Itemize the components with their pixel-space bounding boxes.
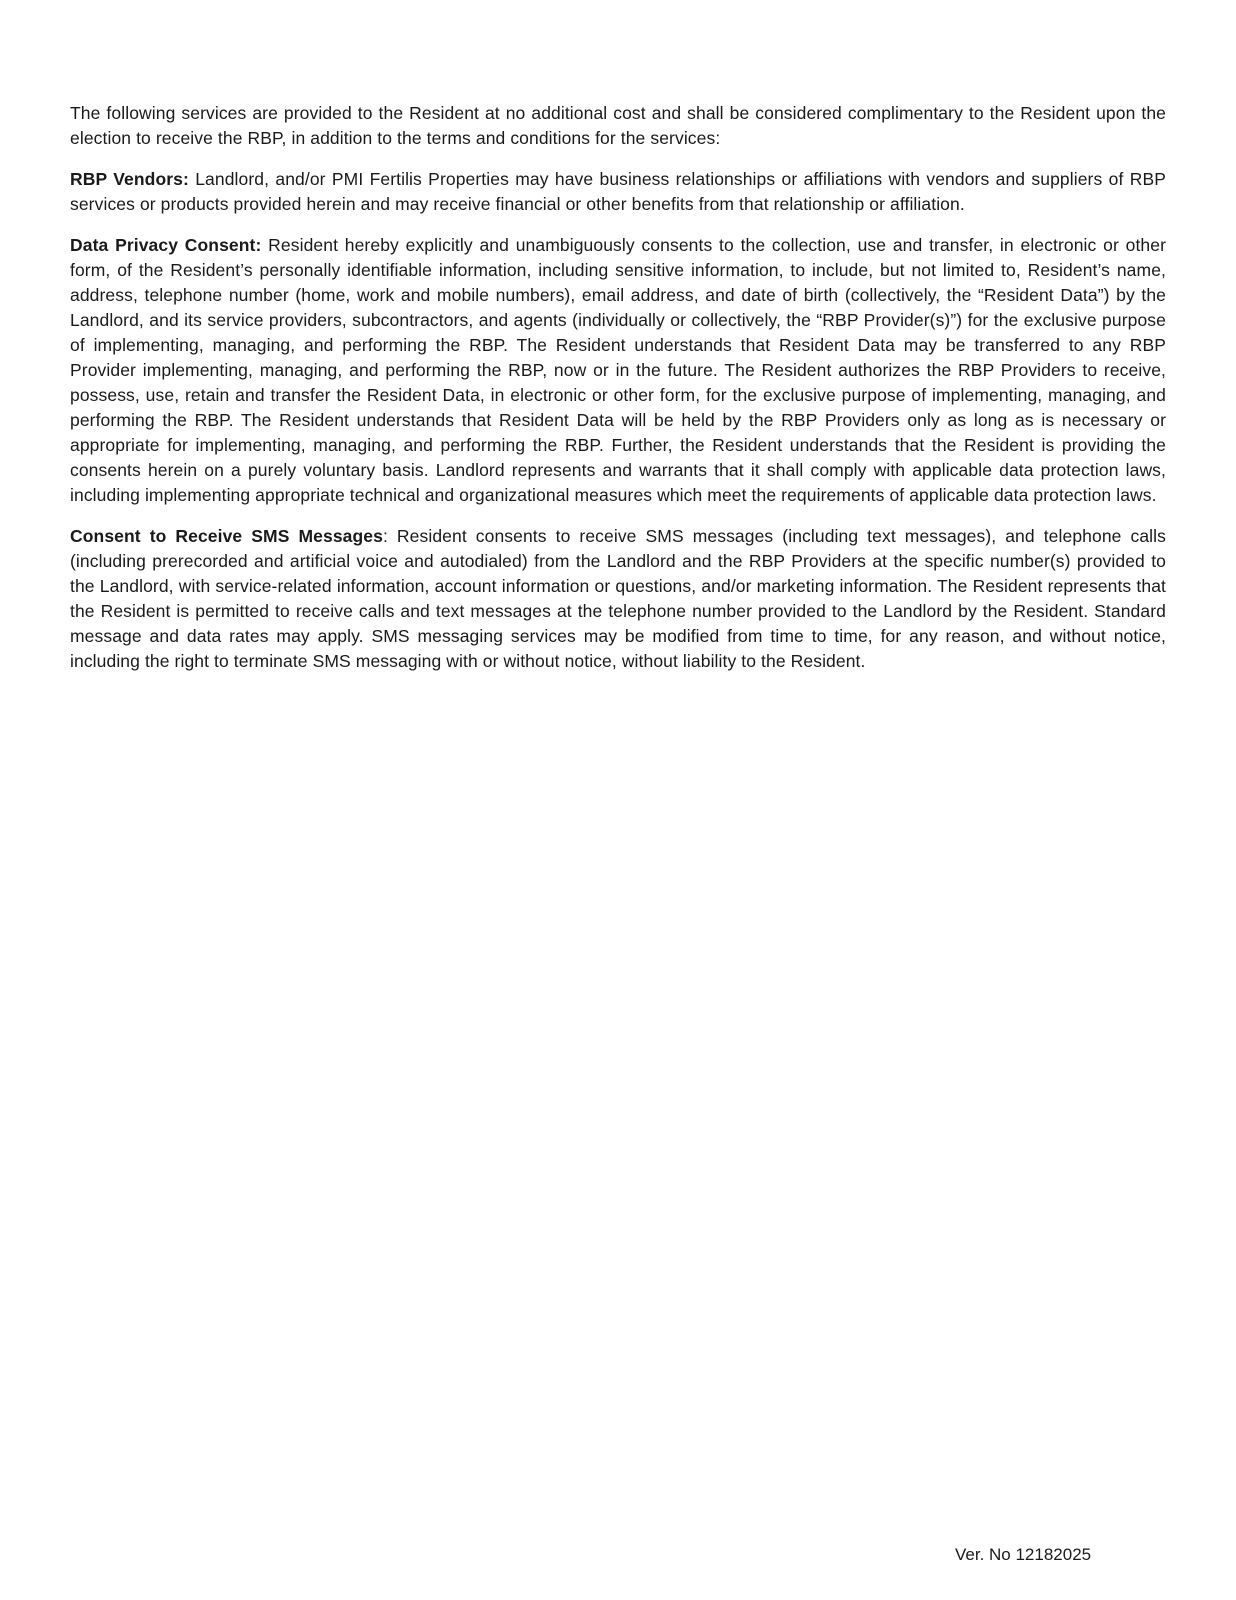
- data-privacy-consent-text: Resident hereby explicitly and unambiguously consents to the collection, use and transfer, in electronic or other form, of the Resident’s personally identifiable information, including sensitive information, to include, but not limited to, Resident’s name, address, telephone number (home, work and mobile numbers), email address, and date of birth (collectively, the “Resident Data”) by the Landlord, and its service providers, subcontractors, and agents (individually or collectively, the “RBP Provider(s)”) for the exclusive purpose of implementing, managing, and performing the RBP. The Resident understands that Resident Data may be transferred to any RBP Provider implementing, managing, and performing the RBP, now or in the future. The Resident authorizes the RBP Providers to receive, possess, use, retain and transfer the Resident Data, in electronic or other form, for the exclusive purpose of implementing, managing, and performing the RBP. The Resident understands that Resident Data will be held by the RBP Providers only as long as is necessary or appropriate for implementing, managing, and performing the RBP. Further, the Resident understands that the Resident is providing the consents herein on a purely voluntary basis. Landlord represents and warrants that it shall comply with applicable data protection laws, including implementing appropriate technical and organizational measures which meet the requirements of applicable data protection laws.: [70, 235, 1167, 505]
- sms-consent-heading: Consent to Receive SMS Messages: [70, 526, 383, 546]
- paragraph-sms-consent: [70, 524, 1166, 674]
- paragraph-rbp-vendors: [70, 167, 1166, 217]
- page-content: [70, 101, 1166, 690]
- paragraph-data-privacy-consent: [70, 233, 1166, 508]
- data-privacy-consent-heading: Data Privacy Consent:: [70, 235, 262, 255]
- rbp-vendors-text: Landlord, and/or PMI Fertilis Properties may have business relationships or affiliations with vendors and suppliers of RBP services or products provided herein and may receive financial or other benefits from that relationship or affiliation.: [70, 169, 1166, 214]
- version-number: Ver. No 12182025: [955, 1545, 1092, 1564]
- intro-paragraph: The following services are provided to the Resident at no additional cost and shall be considered complimentary to the Resident upon the election to receive the RBP, in addition to the terms and conditions for the services:: [70, 103, 1166, 148]
- sms-consent-text: : Resident consents to receive SMS messages (including text messages), and telephone calls (including prerecorded and artificial voice and autodialed) from the Landlord and the RBP Providers at the specific number(s) provided to the Landlord, with service-related information, account information or questions, and/or marketing information. The Resident represents that the Resident is permitted to receive calls and text messages at the telephone number provided to the Landlord by the Resident. Standard message and data rates may apply. SMS messaging services may be modified from time to time, for any reason, and without notice, including the right to terminate SMS messaging with or without notice, without liability to the Resident.: [70, 526, 1166, 671]
- rbp-vendors-heading: RBP Vendors:: [70, 169, 189, 189]
